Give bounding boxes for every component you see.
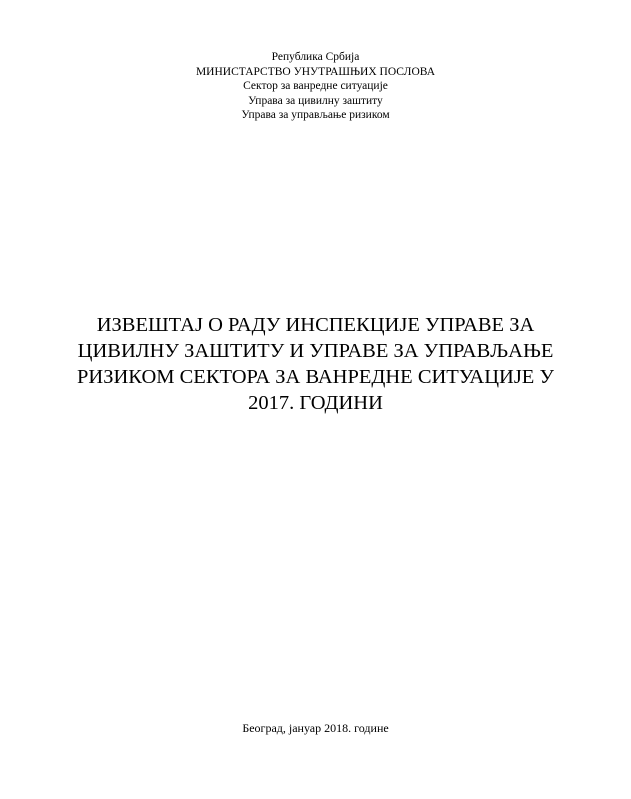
ministry-name: МИНИСТАРСТВО УНУТРАШЊИХ ПОСЛОВА xyxy=(195,65,436,78)
title-line-3: РИЗИКОМ СЕКТОРА ЗА ВАНРЕДНЕ СИТУАЦИЈЕ У xyxy=(77,366,554,388)
sector-name: Сектор за ванредне ситуације xyxy=(243,80,388,92)
document-header xyxy=(0,50,631,123)
title-line-4: 2017. ГОДИНИ xyxy=(248,392,383,414)
document-title xyxy=(40,312,591,416)
country-name: Република Србија xyxy=(271,51,360,63)
directorate-civil-protection: Управа за цивилну заштиту xyxy=(248,94,383,107)
place-and-date: Београд, јануар 2018. године xyxy=(242,721,389,735)
title-line-2: ЦИВИЛНУ ЗАШТИТУ И УПРАВЕ ЗА УПРАВЉАЊЕ xyxy=(77,340,554,362)
directorate-risk-management: Управа за управљање ризиком xyxy=(241,109,390,121)
title-line-1: ИЗВЕШТАЈ О РАДУ ИНСПЕКЦИЈЕ УПРАВЕ ЗА xyxy=(96,314,535,336)
